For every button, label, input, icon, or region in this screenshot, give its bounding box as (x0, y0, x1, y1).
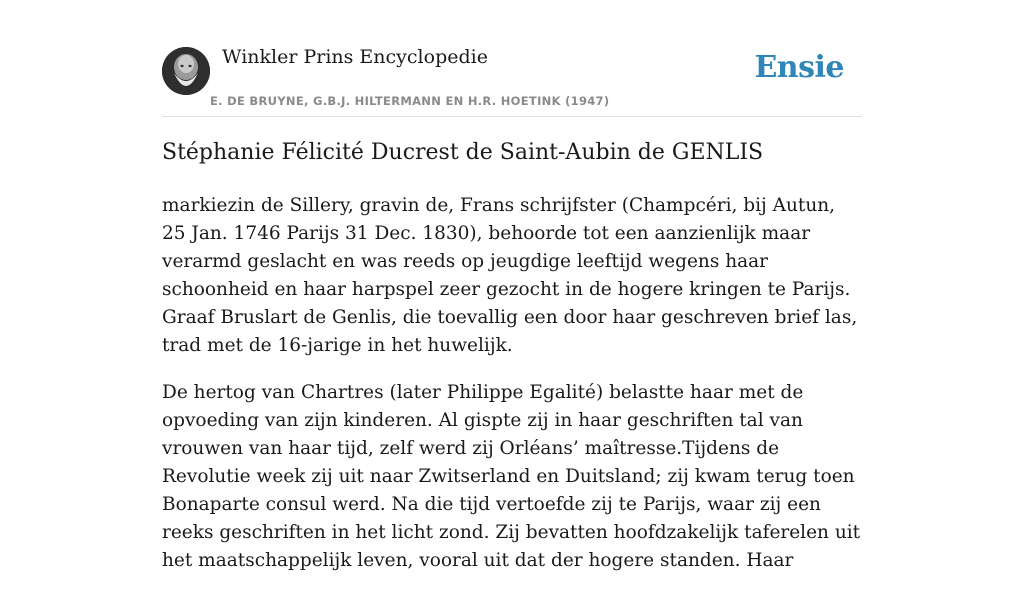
ensie-logo-link[interactable]: Ensie (754, 50, 844, 85)
page (162, 0, 862, 571)
source-authors: E. DE BRUYNE, G.B.J. HILTERMANN EN H.R. HOETINK (1947) (210, 94, 610, 108)
source-header (162, 0, 862, 117)
article-title: Stéphanie Félicité Ducrest de Saint-Aubin de GENLIS (162, 140, 764, 165)
author-avatar[interactable] (162, 47, 210, 95)
article-paragraph: De hertog van Chartres (later Philippe Egalité) belastte haar met de opvoeding van zijn kinderen. Al gispte zij in haar geschriften tal van vrouwen van haar tijd, zelf werd zij Orléans’ maîtresse.Tijdens de Revolutie week zij uit naar Zwitserland en Duitsland; zij kwam terug toen Bonaparte consul werd. Na die tijd vertoefde zij te Parijs, waar zij een reeks geschriften in het licht zond. Zij bevatten hoofdzakelijk taferelen uit het maatschappelijk leven, vooral uit dat der hogere standen. Haar (162, 382, 861, 571)
article-paragraph: markiezin de Sillery, gravin de, Frans schrijfster (Champcéri, bij Autun, 25 Jan. 1746 Parijs 31 Dec. 1830), behoorde tot een aanzienlijk maar verarmd geslacht en was reeds op jeugdige leeftijd wegens haar schoonheid en haar harpspel zeer gezocht in de hogere kringen te Parijs. Graaf Bruslart de Genlis, die toevallig een door haar geschreven brief las, trad met de 16-jarige in het huwelijk. (162, 195, 858, 356)
article-body (162, 192, 862, 594)
source-title[interactable]: Winkler Prins Encyclopedie (222, 46, 488, 68)
